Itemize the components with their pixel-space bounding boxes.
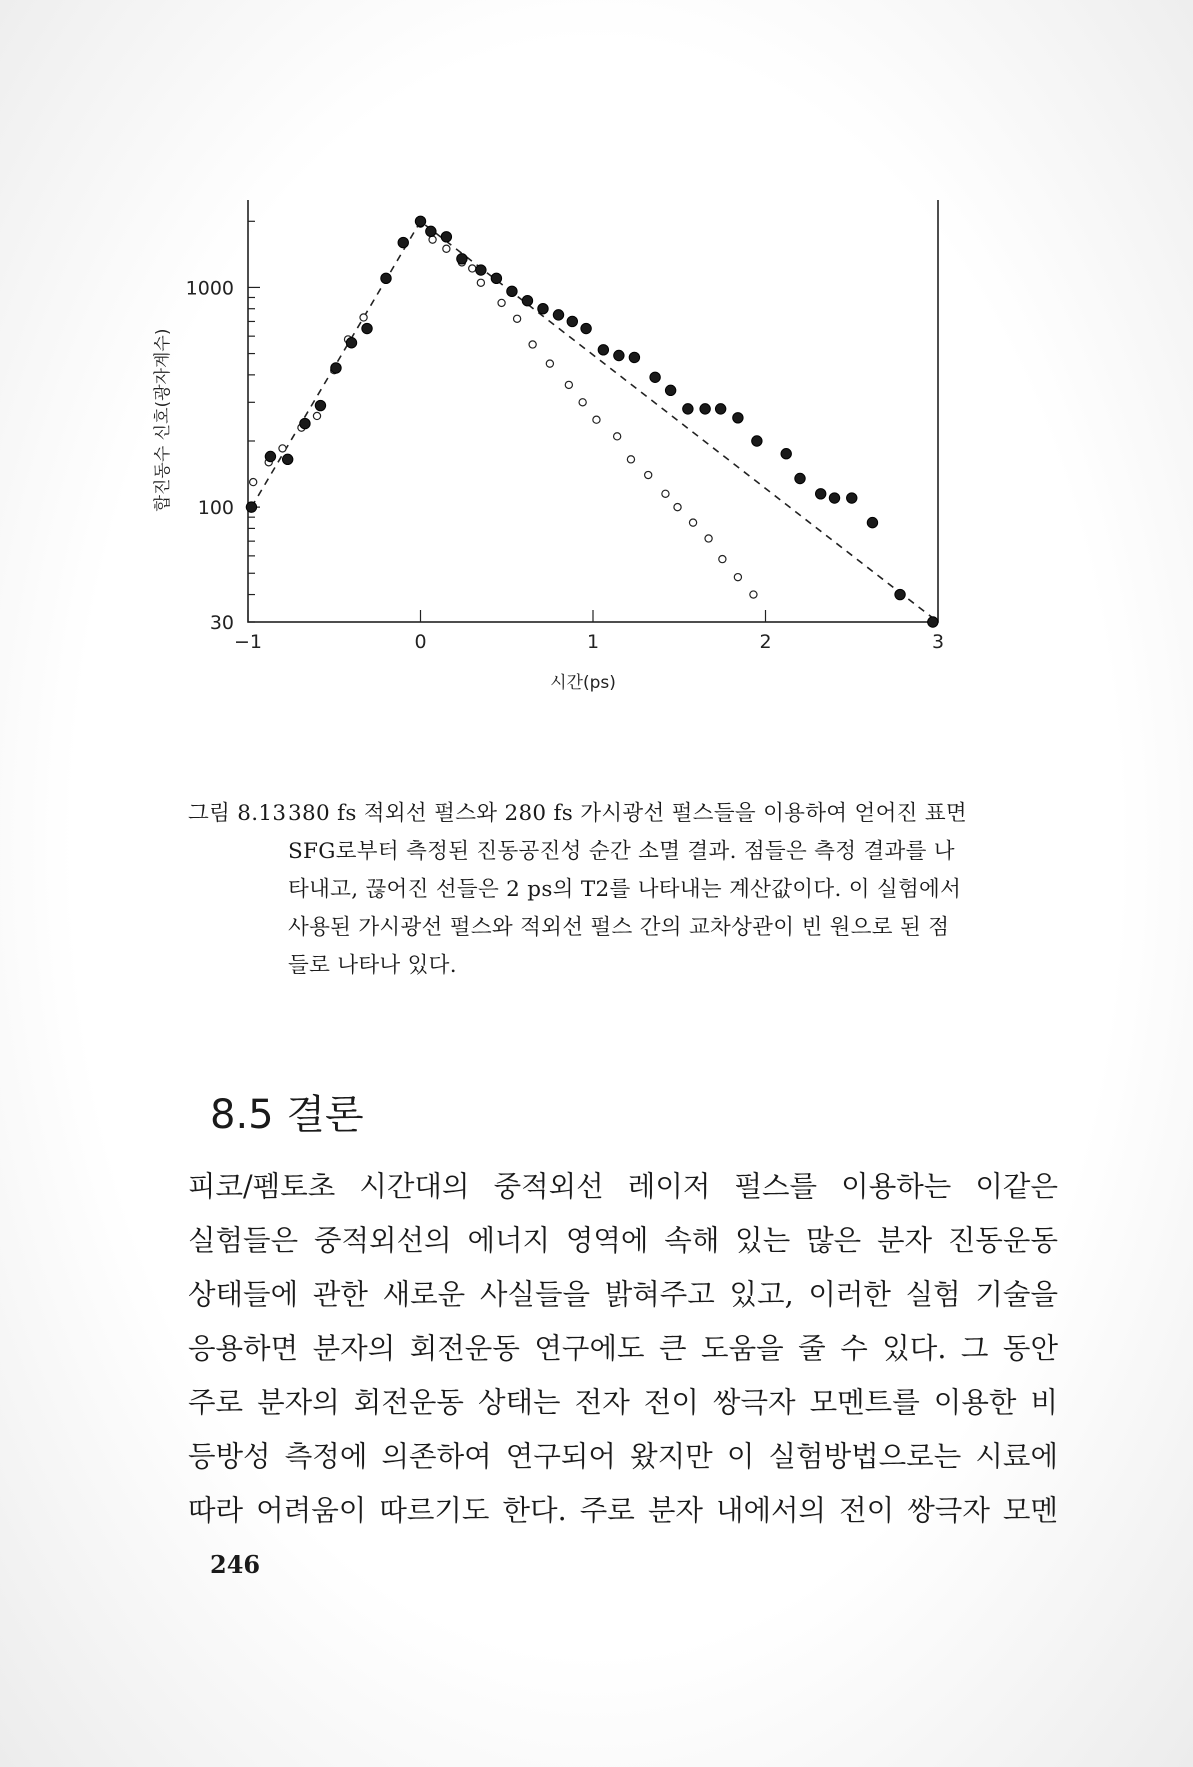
filled-circle-point [476, 265, 486, 275]
filled-circle-point [491, 273, 501, 283]
paragraph-line: 상태들에 관한 새로운 사실들을 밝혀주고 있고, 이러한 실험 기술을 [188, 1278, 1058, 1311]
x-tick-label: 2 [759, 631, 772, 653]
sfg-decay-chart [150, 200, 1080, 800]
x-tick-label: −1 [233, 631, 263, 653]
page-number: 246 [210, 1550, 261, 1579]
x-tick-label: 1 [586, 631, 600, 653]
section-heading: 8.5 결론 [210, 1092, 364, 1139]
filled-circle-point [816, 489, 826, 499]
open-circle-point [705, 535, 712, 542]
paragraph-line: 실험들은 중적외선의 에너지 영역에 속해 있는 많은 분자 진동운동 [188, 1224, 1058, 1257]
open-circle-point [674, 504, 681, 511]
filled-circle-point [752, 436, 762, 446]
filled-circle-point [331, 363, 341, 373]
filled-circle-point [650, 372, 660, 382]
filled-circle-point [781, 449, 791, 459]
open-circle-point [750, 591, 757, 598]
open-circle-point [719, 555, 726, 562]
filled-circle-point [795, 473, 805, 483]
caption-line: 사용된 가시광선 펄스와 적외선 펄스 간의 교차상관이 빈 원으로 된 점 [288, 915, 950, 940]
open-circle-point [429, 236, 436, 243]
y-tick-label: 100 [197, 497, 234, 520]
open-circle-point [593, 416, 600, 423]
filled-circle-point [398, 237, 408, 247]
open-circle-point [313, 412, 320, 419]
filled-circle-point [346, 338, 356, 348]
open-circle-point [579, 399, 586, 406]
y-tick-label: 30 [209, 612, 234, 634]
filled-circle-point [581, 323, 591, 333]
x-tick-label: 3 [931, 631, 945, 653]
open-circle-point [529, 341, 536, 348]
open-circle-point [627, 456, 634, 463]
open-circle-point [514, 315, 521, 322]
filled-circle-point [246, 502, 256, 512]
open-circle-point [565, 381, 572, 388]
open-circle-point [689, 519, 696, 526]
paragraph-line: 응용하면 분자의 회전운동 연구에도 큰 도움을 줄 수 있다. 그 동안 [188, 1332, 1058, 1365]
open-circle-point [645, 471, 652, 478]
open-circle-point [443, 245, 450, 252]
filled-circle-point [362, 323, 372, 333]
caption-line: 380 fs 적외선 펄스와 280 fs 가시광선 펄스들을 이용하여 얻어진 표면 [288, 801, 967, 826]
filled-circle-point [665, 385, 675, 395]
filled-circle-point [895, 589, 905, 599]
x-tick-label: 0 [414, 631, 427, 653]
caption-line: 타내고, 끊어진 선들은 2 ps의 T2를 나타내는 계산값이다. 이 실험에서 [288, 877, 962, 902]
paragraph-line: 주로 분자의 회전운동 상태는 전자 전이 쌍극자 모멘트를 이용한 비 [188, 1386, 1058, 1419]
paragraph-line: 피코/펨토초 시간대의 중적외선 레이저 펄스를 이용하는 이같은 [188, 1170, 1058, 1203]
open-circle-point [662, 490, 669, 497]
filled-circle-point [867, 517, 877, 527]
filled-circle-point [629, 352, 639, 362]
caption-body [288, 795, 1068, 985]
filled-circle-point [381, 273, 391, 283]
filled-circle-point [538, 304, 548, 314]
open-circle-point [360, 314, 367, 321]
caption-line: SFG로부터 측정된 진동공진성 순간 소멸 결과. 점들은 측정 결과를 나 [288, 839, 955, 864]
y-tick-label: 1000 [185, 277, 234, 300]
caption-line: 들로 나타나 있다. [288, 953, 457, 978]
x-axis-title: 시간(ps) [550, 673, 616, 693]
filled-circle-point [614, 350, 624, 360]
plot-frame [248, 200, 938, 622]
filled-circle-point [507, 286, 517, 296]
filled-circle-point [928, 617, 938, 627]
filled-circle-point [733, 413, 743, 423]
filled-circle-point [300, 418, 310, 428]
open-circle-point [250, 478, 257, 485]
open-circle-point [477, 279, 484, 286]
filled-circle-point [847, 493, 857, 503]
open-circle-point [498, 299, 505, 306]
paragraph-line: 따라 어려움이 따르기도 한다. 주로 분자 내에서의 전이 쌍극자 모멘 [188, 1494, 1058, 1527]
filled-circle-point [282, 454, 292, 464]
filled-circle-point [441, 232, 451, 242]
filled-circle-point [829, 493, 839, 503]
filled-circle-point [567, 316, 577, 326]
open-circle-point [546, 360, 553, 367]
filled-circle-point [715, 404, 725, 414]
filled-circle-point [553, 310, 563, 320]
filled-circle-point [522, 296, 532, 306]
filled-circle-point [700, 404, 710, 414]
figure-caption [188, 795, 1068, 978]
open-circle-point [614, 433, 621, 440]
open-circle-point [279, 445, 286, 452]
paragraph-line: 등방성 측정에 의존하여 연구되어 왔지만 이 실험방법으로는 시료에 [188, 1440, 1058, 1473]
filled-circle-point [415, 216, 425, 226]
filled-circle-point [315, 400, 325, 410]
open-circle-point [469, 265, 476, 272]
filled-circle-point [265, 451, 275, 461]
open-circle-point [734, 574, 741, 581]
filled-circle-point [683, 404, 693, 414]
filled-circle-point [457, 254, 467, 264]
y-axis-title: 합진동수 신호(광자계수) [153, 328, 173, 512]
filled-circle-point [426, 226, 436, 236]
body-paragraph [188, 1160, 1058, 1538]
figure-number: 그림 8.13 [188, 801, 287, 826]
filled-circle-point [598, 345, 608, 355]
